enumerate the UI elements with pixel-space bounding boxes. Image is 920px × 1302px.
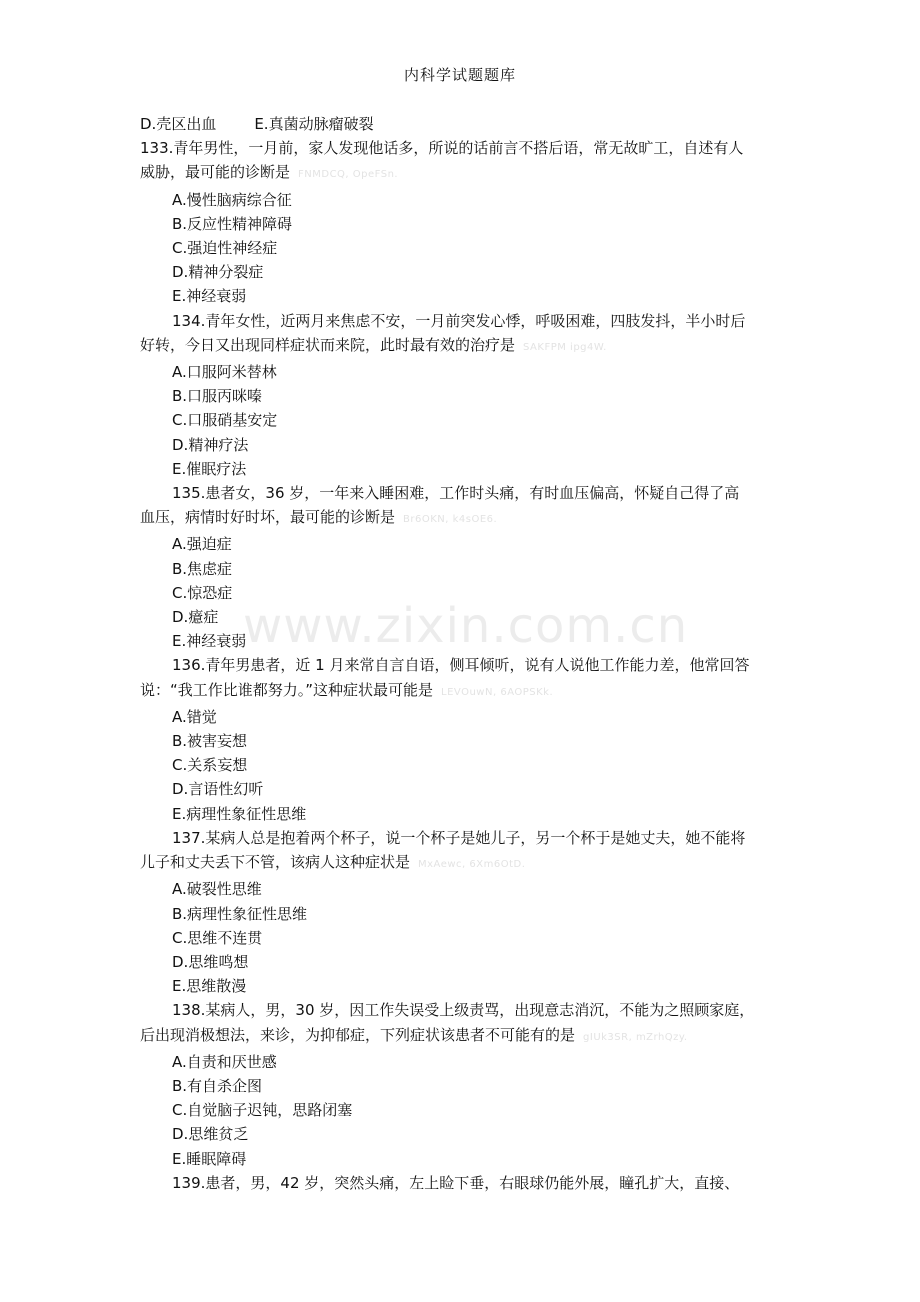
question-text: 137.某病人总是抱着两个杯子，说一个杯子是她儿子，另一个杯于是她丈夫，她不能将 bbox=[172, 828, 746, 847]
question-138 bbox=[140, 998, 782, 1170]
previous-options bbox=[140, 112, 782, 136]
option-item: A.自责和厌世感 bbox=[172, 1052, 277, 1071]
option-item: C.口服硝基安定 bbox=[172, 411, 278, 430]
option-item: E.病理性象征性思维 bbox=[172, 804, 307, 823]
faint-watermark-code: MxAewc, 6Xm6OtD. bbox=[418, 859, 526, 871]
option-item: E.神经衰弱 bbox=[172, 287, 247, 306]
option-item: C.惊恐症 bbox=[172, 583, 233, 602]
question-137 bbox=[140, 826, 782, 998]
option-item: A.错觉 bbox=[172, 707, 217, 726]
question-139: 139.患者，男，42 岁，突然头痛，左上睑下垂，右眼球仍能外展，瞳孔扩大，直接、 bbox=[172, 1173, 740, 1192]
option-item: C.思维不连贯 bbox=[172, 928, 263, 947]
option-item: D.精神疗法 bbox=[172, 435, 249, 454]
option-item: D.思维贫乏 bbox=[172, 1125, 249, 1144]
option-item: C.自觉脑子迟钝，思路闭塞 bbox=[172, 1101, 353, 1120]
faint-watermark-code: LEVOuwN, 6AOPSKk. bbox=[441, 686, 554, 698]
question-135 bbox=[140, 481, 782, 653]
option-item: D.精神分裂症 bbox=[172, 263, 264, 282]
option-item: B.口服丙咪嗪 bbox=[172, 387, 263, 406]
question-136 bbox=[140, 653, 782, 825]
option-item: A.破裂性思维 bbox=[172, 880, 262, 899]
faint-watermark-code: Br6OKN, k4sOE6. bbox=[403, 514, 498, 526]
question-text: 说：“我工作比谁都努力。”这种症状最可能是 LEVOuwN, 6AOPSKk. bbox=[140, 680, 554, 699]
option-item: E.神经衰弱 bbox=[172, 632, 247, 651]
question-text: 138.某病人，男，30 岁，因工作失误受上级责骂，出现意志消沉，不能为之照顾家庭， bbox=[172, 1001, 755, 1020]
option-item: D.癔症 bbox=[172, 608, 219, 627]
faint-watermark-code: SAKFPM ipg4W. bbox=[523, 341, 607, 353]
option-item: C.强迫性神经症 bbox=[172, 239, 278, 258]
question-text: 135.患者女，36 岁，一年来入睡困难，工作时头痛，有时血压偏高，怀疑自己得了高 bbox=[172, 484, 740, 503]
option-item: B.病理性象征性思维 bbox=[172, 904, 308, 923]
question-133 bbox=[140, 136, 782, 308]
page-header: 内科学试题题库 bbox=[403, 66, 516, 84]
question-text: 136.青年男患者，近 1 月来常自言自语，侧耳倾听，说有人说他工作能力差，他常回答 bbox=[172, 656, 750, 675]
option-d: D.壳区出血 bbox=[140, 115, 217, 133]
option-item: B.焦虑症 bbox=[172, 559, 233, 578]
option-item: A.慢性脑病综合征 bbox=[172, 190, 292, 209]
option-item: D.言语性幻听 bbox=[172, 780, 264, 799]
option-item: E.睡眠障碍 bbox=[172, 1149, 247, 1168]
faint-watermark-code: FNMDCQ, OpeFSn. bbox=[298, 169, 399, 181]
question-text: 134.青年女性，近两月来焦虑不安，一月前突发心悸，呼吸困难，四肢发抖，半小时后 bbox=[172, 311, 746, 330]
option-e: E.真菌动脉瘤破裂 bbox=[254, 115, 374, 133]
question-text: 儿子和丈夫丢下不管，该病人这种症状是 MxAewc, 6Xm6OtD. bbox=[140, 853, 526, 872]
option-item: A.强迫症 bbox=[172, 535, 232, 554]
option-item: B.被害妄想 bbox=[172, 732, 248, 751]
document-body bbox=[140, 112, 782, 1195]
question-134 bbox=[140, 309, 782, 481]
option-item: E.思维散漫 bbox=[172, 977, 247, 996]
question-text: 好转，今日又出现同样症状而来院，此时最有效的治疗是 SAKFPM ipg4W. bbox=[140, 335, 607, 354]
option-item: D.思维鸣想 bbox=[172, 952, 249, 971]
question-text: 133.青年男性，一月前，家人发现他话多，所说的话前言不搭后语，常无故旷工，自述有人 bbox=[140, 139, 744, 158]
option-item: B.有自杀企图 bbox=[172, 1076, 263, 1095]
option-item: A.口服阿米替林 bbox=[172, 363, 277, 382]
option-item: C.关系妄想 bbox=[172, 756, 248, 775]
faint-watermark-code: gIUk3SR, mZrhQzy. bbox=[583, 1031, 688, 1043]
question-text: 血压，病情时好时坏，最可能的诊断是 Br6OKN, k4sOE6. bbox=[140, 508, 498, 527]
option-item: E.催眠疗法 bbox=[172, 459, 247, 478]
question-text: 后出现消极想法，来诊，为抑郁症，下列症状该患者不可能有的是 gIUk3SR, mZrhQzy. bbox=[140, 1025, 688, 1044]
site-watermark: www.zixin.com.cn bbox=[243, 598, 689, 654]
option-item: B.反应性精神障碍 bbox=[172, 214, 293, 233]
question-text: 威胁，最可能的诊断是 FNMDCQ, OpeFSn. bbox=[140, 163, 399, 182]
